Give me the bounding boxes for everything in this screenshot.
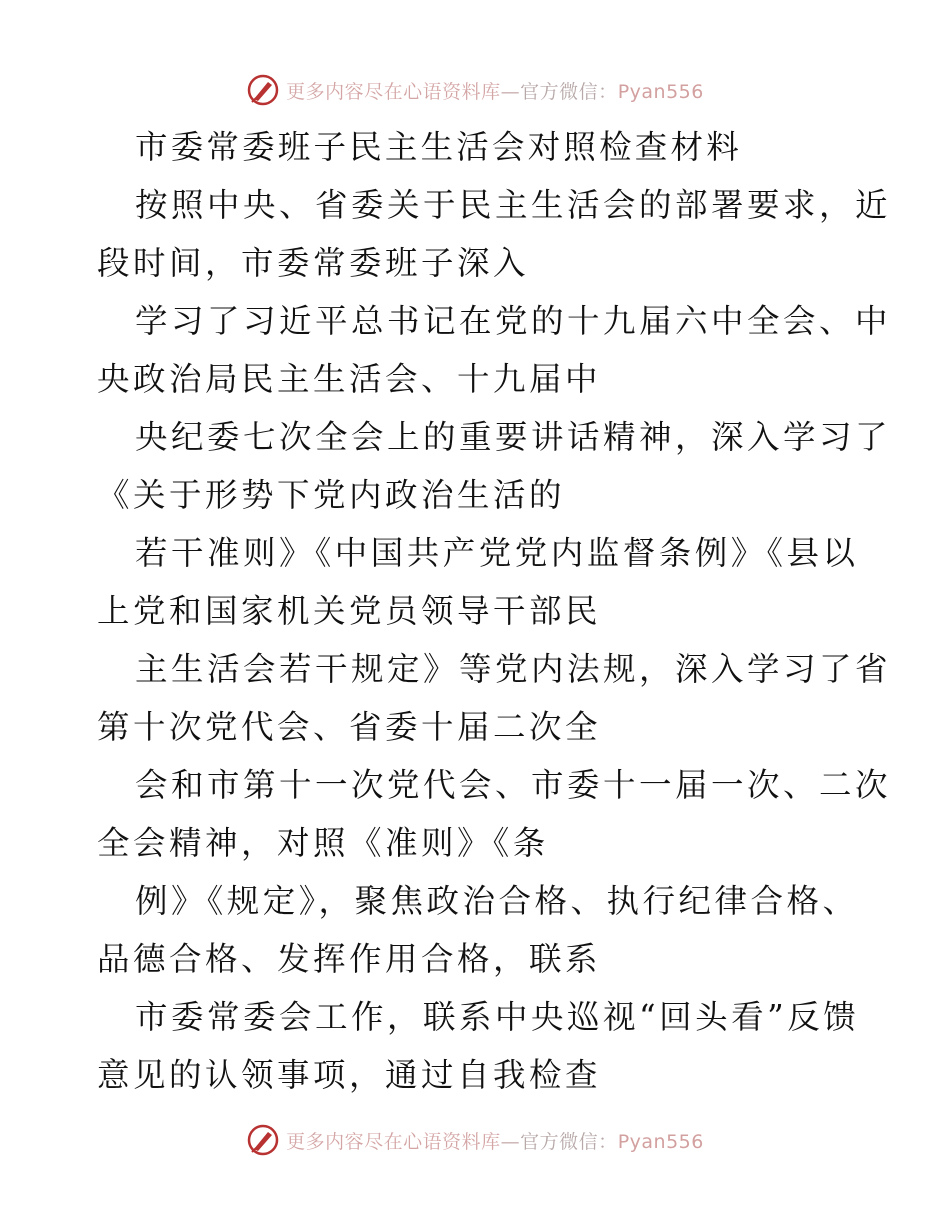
watermark-wechat-id: Pyan556 <box>617 1130 704 1153</box>
quill-logo-icon <box>246 1123 280 1157</box>
document-line: 按照中央、省委关于民主生活会的部署要求，近 <box>135 186 892 224</box>
watermark-name: 更多内容尽在心语资料库 <box>286 80 501 103</box>
document-line: 意见的认领事项，通过自我检查 <box>97 1056 602 1094</box>
document-line: 第十次党代会、省委十届二次全 <box>97 708 602 746</box>
watermark-text <box>286 1127 704 1154</box>
document-line: 《关于形势下党内政治生活的 <box>97 476 566 514</box>
watermark-wechat-label: 官方微信： <box>520 1130 618 1153</box>
document-line: 央纪委七次全会上的重要讲话精神，深入学习了 <box>135 418 892 456</box>
document-title: 市委常委班子民主生活会对照检查材料 <box>135 128 742 166</box>
quill-logo-icon <box>246 73 280 107</box>
document-line: 会和市第十一次党代会、市委十一届一次、二次 <box>135 766 892 804</box>
document-line: 段时间，市委常委班子深入 <box>97 244 530 282</box>
watermark-wechat-id: Pyan556 <box>617 80 704 103</box>
document-line: 若干准则》《中国共产党党内监督条例》《县以 <box>135 534 859 572</box>
document-line: 全会精神，对照《准则》《条 <box>97 824 549 862</box>
document-line: 品德合格、发挥作用合格，联系 <box>97 940 602 978</box>
header-watermark-banner <box>0 70 950 110</box>
document-line: 主生活会若干规定》等党内法规，深入学习了省 <box>135 650 892 688</box>
document-line: 央政治局民主生活会、十九届中 <box>97 360 602 398</box>
document-line: 市委常委会工作，联系中央巡视“回头看”反馈 <box>135 998 860 1036</box>
watermark-wechat-label: 官方微信： <box>520 80 618 103</box>
document-line: 例》《规定》，聚焦政治合格、执行纪律合格、 <box>135 882 859 920</box>
watermark-dash: — <box>500 80 521 103</box>
watermark-dash: — <box>500 1130 521 1153</box>
watermark-name: 更多内容尽在心语资料库 <box>286 1130 501 1153</box>
document-line: 上党和国家机关党员领导干部民 <box>97 592 602 630</box>
watermark-text <box>286 77 704 104</box>
document-body <box>97 118 892 1104</box>
document-line: 学习了习近平总书记在党的十九届六中全会、中 <box>135 302 892 340</box>
footer-watermark-banner <box>0 1120 950 1160</box>
document-paragraphs <box>97 176 892 1104</box>
